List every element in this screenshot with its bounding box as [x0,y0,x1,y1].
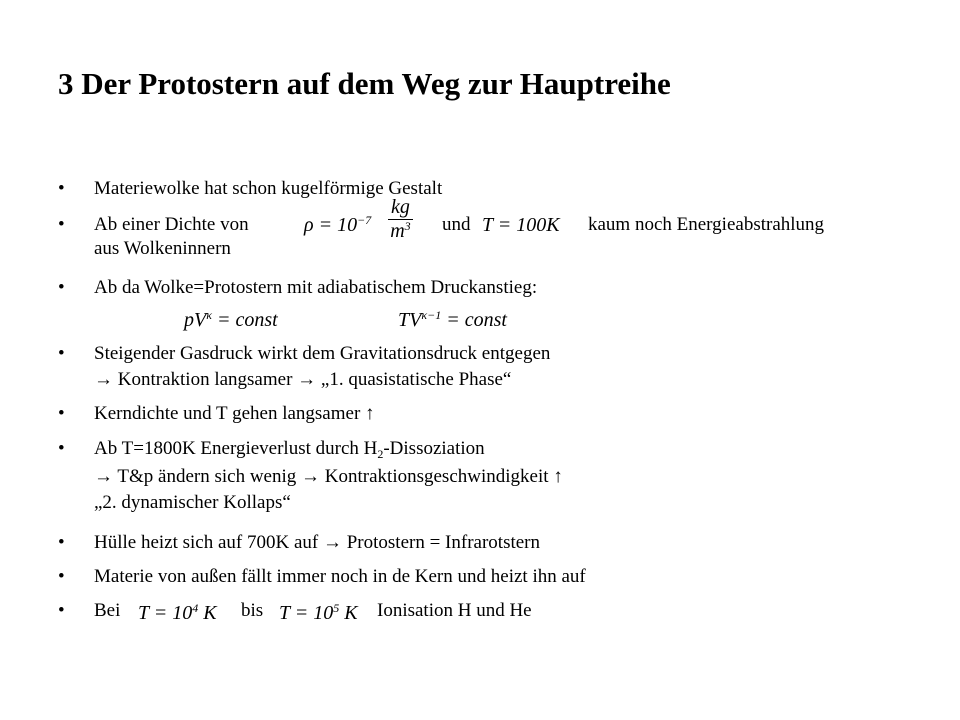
subscript: 2 [377,447,384,461]
bullet-text: kaum noch Energieabstrahlung [588,214,825,235]
bullet-text-post: -Dissoziation [383,438,485,459]
formula-rest: = const [441,309,507,331]
formula-rest: = const [211,309,278,331]
bullet-marker: • [58,403,65,424]
bullet-text: und [442,214,471,235]
bullet-marker: • [58,600,65,621]
bullet-marker: • [58,178,65,199]
formula-lhs: T = 10 [279,602,334,624]
temperature-formula: T = 100K [482,214,560,236]
formula-unit: K [198,602,217,624]
adiabatic-formula-pressure [184,308,278,332]
bullet-text: bis [241,600,264,621]
fraction-denominator [388,220,413,243]
bullet-marker: • [58,438,65,459]
formula-unit: K [339,602,358,624]
bullet-text [94,437,485,461]
fraction-denominator-exponent: 3 [404,219,411,233]
bullet-text: Ab da Wolke=Protostern mit adiabatischem Druckanstieg: [94,277,538,298]
bullet-text: aus Wolkeninnern [94,238,231,259]
density-unit-fraction [388,196,413,243]
bullet-marker: • [58,277,65,298]
bullet-text: Materie von außen fällt immer noch in de Kern und heizt ihn auf [94,566,586,587]
fraction-denominator-base: m [390,220,405,242]
bullet-text: Ionisation H und He [377,600,532,621]
formula-lhs: T = 10 [138,602,193,624]
bullet-text: Kerndichte und T gehen langsamer ↑ [94,403,375,424]
density-formula [304,213,371,237]
formula-exponent: κ−1 [421,308,442,322]
bullet-text-pre: Ab T=1800K Energieverlust durch H [94,438,378,459]
temperature-formula-high [279,601,358,625]
bullet-text: Hülle heizt sich auf 700K auf → Protostern = Infrarotstern [94,532,541,553]
bullet-marker: • [58,532,65,553]
bullet-marker: • [58,566,65,587]
bullet-text: „2. dynamischer Kollaps“ [94,492,291,513]
temperature-formula-low [138,601,217,625]
bullet-text: Materiewolke hat schon kugelförmige Gestalt [94,178,443,199]
bullet-text: Bei [94,600,121,621]
bullet-text: → Kontraktion langsamer → „1. quasistatische Phase“ [94,369,512,390]
bullet-text: Steigender Gasdruck wirkt dem Gravitationsdruck entgegen [94,343,551,364]
bullet-text: → T&p ändern sich wenig → Kontraktionsgeschwindigkeit ↑ [94,466,563,487]
formula-exponent: 5 [333,601,340,615]
formula-exponent: 4 [192,601,199,615]
formula-base: pV [184,309,207,331]
density-exponent: −7 [357,213,372,227]
density-lhs: ρ = 10 [304,214,358,236]
bullet-marker: • [58,214,65,235]
fraction-numerator: kg [391,196,410,218]
adiabatic-formula-temperature [398,308,507,332]
bullet-marker: • [58,343,65,364]
slide-title: 3 Der Protostern auf dem Weg zur Hauptreihe [58,66,671,101]
formula-base: TV [398,309,422,331]
bullet-text: Ab einer Dichte von [94,214,249,235]
formula-exponent: κ [206,308,212,322]
